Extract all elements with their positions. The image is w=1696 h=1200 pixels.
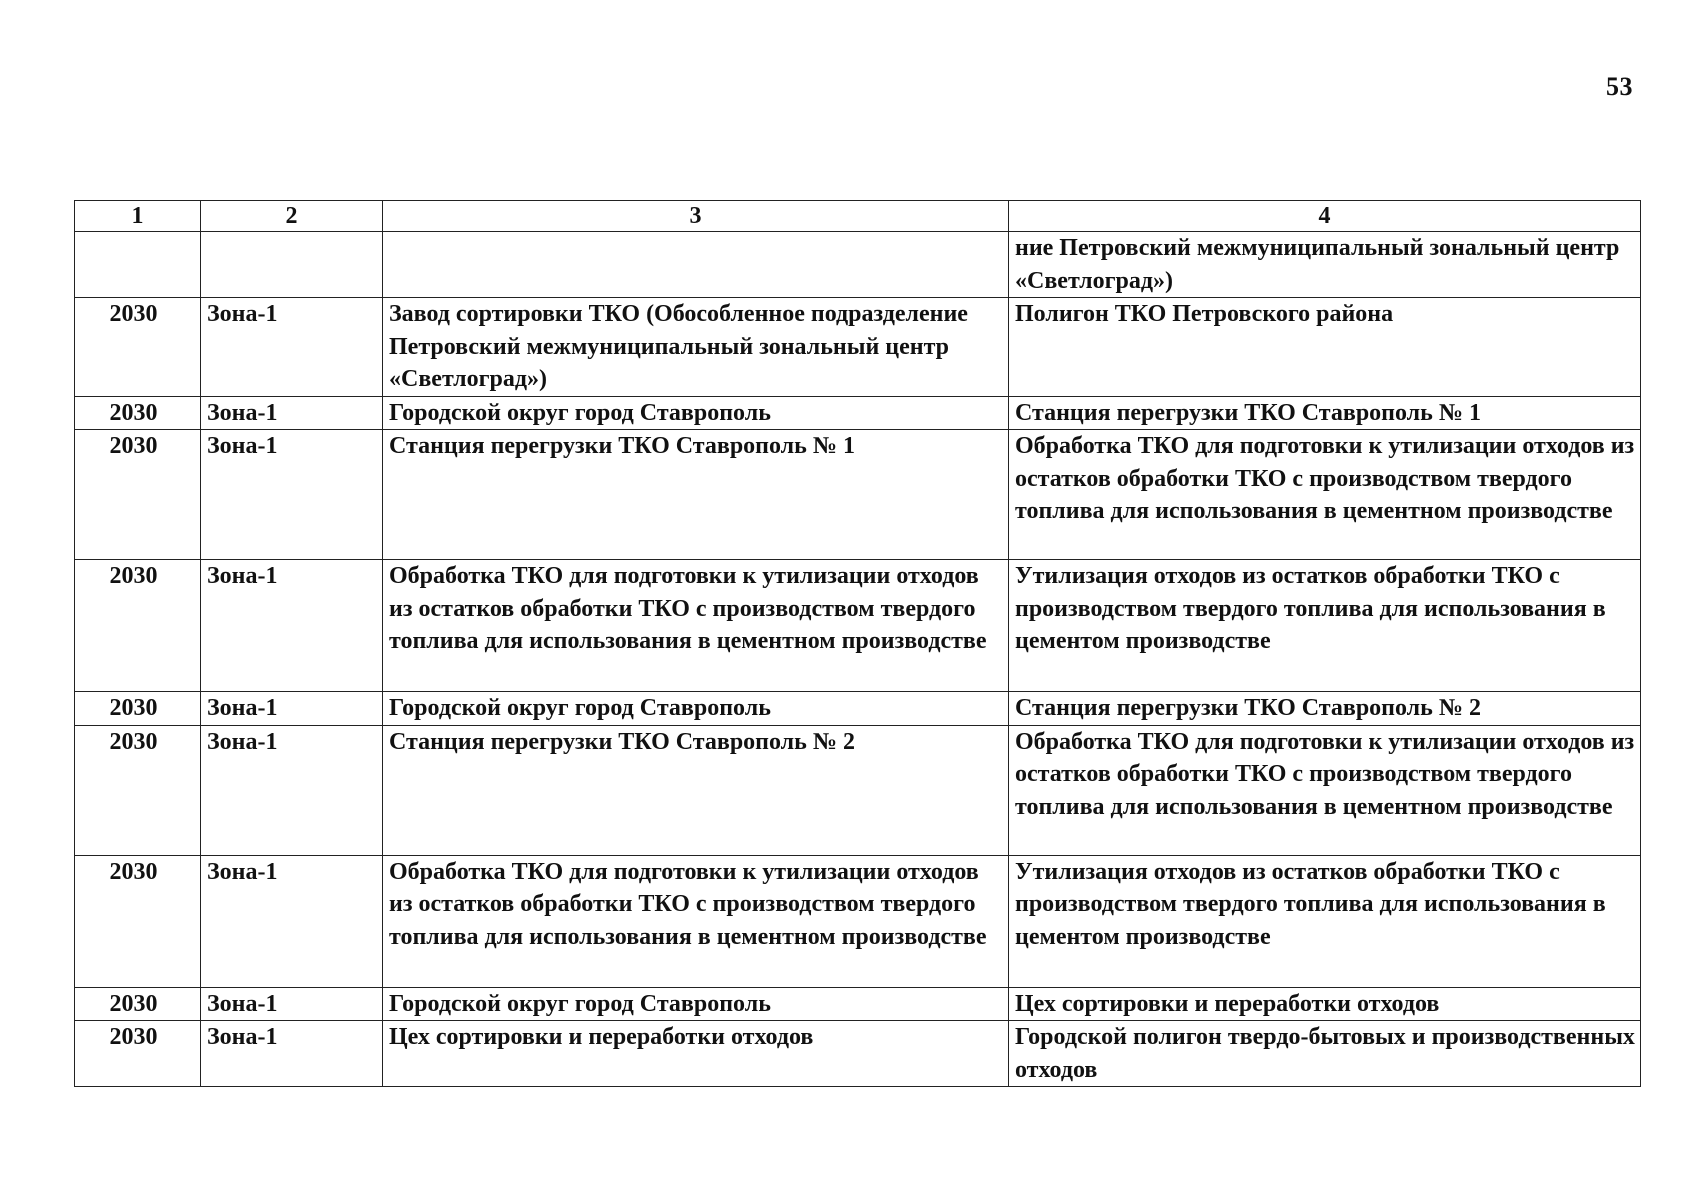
source-cell [383, 232, 1009, 298]
page-number: 53 [1606, 72, 1633, 101]
source-cell: Городской округ город Ставрополь [383, 987, 1009, 1021]
source-cell: Городской округ город Ставрополь [383, 396, 1009, 430]
zone-cell [201, 232, 383, 298]
destination-cell: Станция перегрузки ТКО Ставрополь № 1 [1009, 396, 1641, 430]
table-row [75, 1021, 1641, 1087]
zone-cell: Зона-1 [201, 725, 383, 855]
header-cell-3: 3 [383, 201, 1009, 232]
source-cell: Обработка ТКО для подготовки к утилизации отходов из остатков обработки ТКО с производством твердого топлива для использования в цементном производстве [383, 855, 1009, 987]
source-cell: Завод сортировки ТКО (Обособленное подразделение Петровский межмуниципальный зональный центр «Светлоград») [383, 298, 1009, 397]
zone-cell: Зона-1 [201, 855, 383, 987]
destination-cell: Утилизация отходов из остатков обработки ТКО с производством твердого топлива для использования в цементом производстве [1009, 560, 1641, 692]
year-cell: 2030 [75, 1021, 201, 1087]
source-cell: Станция перегрузки ТКО Ставрополь № 1 [383, 430, 1009, 560]
year-cell: 2030 [75, 725, 201, 855]
zone-cell: Зона-1 [201, 560, 383, 692]
destination-cell: Цех сортировки и переработки отходов [1009, 987, 1641, 1021]
year-cell: 2030 [75, 560, 201, 692]
zone-cell: Зона-1 [201, 396, 383, 430]
destination-cell: Полигон ТКО Петровского района [1009, 298, 1641, 397]
source-cell: Городской округ город Ставрополь [383, 692, 1009, 726]
year-cell: 2030 [75, 692, 201, 726]
year-cell [75, 232, 201, 298]
table-row [75, 987, 1641, 1021]
year-cell: 2030 [75, 396, 201, 430]
table-row [75, 855, 1641, 987]
data-table [74, 200, 1641, 1087]
zone-cell: Зона-1 [201, 1021, 383, 1087]
destination-cell: Обработка ТКО для подготовки к утилизации отходов из остатков обработки ТКО с производством твердого топлива для использования в цементном производстве [1009, 430, 1641, 560]
destination-cell: Обработка ТКО для подготовки к утилизации отходов из остатков обработки ТКО с производством твердого топлива для использования в цементном производстве [1009, 725, 1641, 855]
year-cell: 2030 [75, 987, 201, 1021]
zone-cell: Зона-1 [201, 430, 383, 560]
table-row [75, 396, 1641, 430]
table-row [75, 430, 1641, 560]
source-cell: Станция перегрузки ТКО Ставрополь № 2 [383, 725, 1009, 855]
year-cell: 2030 [75, 855, 201, 987]
year-cell: 2030 [75, 298, 201, 397]
destination-cell: Утилизация отходов из остатков обработки ТКО с производством твердого топлива для использования в цементом производстве [1009, 855, 1641, 987]
zone-cell: Зона-1 [201, 692, 383, 726]
header-cell-4: 4 [1009, 201, 1641, 232]
table-row [75, 725, 1641, 855]
header-cell-1: 1 [75, 201, 201, 232]
zone-cell: Зона-1 [201, 987, 383, 1021]
table-header-row [75, 201, 1641, 232]
table-row [75, 232, 1641, 298]
destination-cell: Городской полигон твердо-бытовых и производственных отходов [1009, 1021, 1641, 1087]
table-row [75, 692, 1641, 726]
source-cell: Цех сортировки и переработки отходов [383, 1021, 1009, 1087]
table-row [75, 298, 1641, 397]
year-cell: 2030 [75, 430, 201, 560]
source-cell: Обработка ТКО для подготовки к утилизации отходов из остатков обработки ТКО с производством твердого топлива для использования в цементном производстве [383, 560, 1009, 692]
destination-cell: ние Петровский межмуниципальный зональный центр «Светлоград») [1009, 232, 1641, 298]
table-row [75, 560, 1641, 692]
zone-cell: Зона-1 [201, 298, 383, 397]
destination-cell: Станция перегрузки ТКО Ставрополь № 2 [1009, 692, 1641, 726]
header-cell-2: 2 [201, 201, 383, 232]
